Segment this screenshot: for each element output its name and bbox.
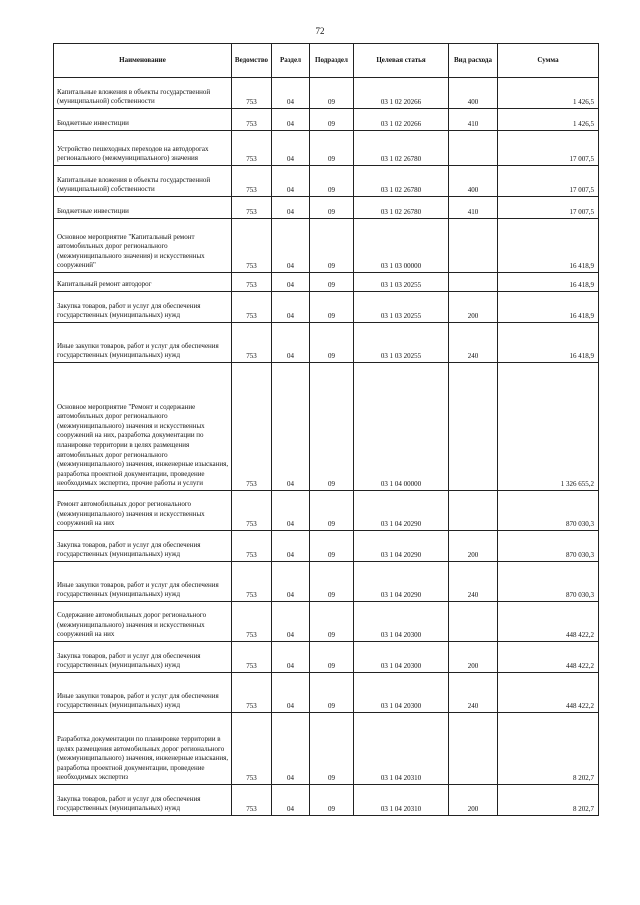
cell-cel: 03 1 04 20290: [354, 491, 449, 531]
cell-ved: 753: [232, 785, 272, 816]
table-row: [54, 292, 599, 323]
cell-name: Закупка товаров, работ и услуг для обеспечения государственных (муниципальных) нужд: [54, 531, 232, 562]
cell-cel: 03 1 03 20255: [354, 292, 449, 323]
cell-razdel: 04: [272, 109, 310, 131]
cell-name: Содержание автомобильных дорог регионального (межмуниципального) значения и искусственных сооружений на них: [54, 602, 232, 642]
cell-ved: 753: [232, 273, 272, 292]
cell-podrazdel: 09: [310, 363, 354, 491]
table-row: [54, 273, 599, 292]
cell-ved: 753: [232, 197, 272, 219]
cell-ved: 753: [232, 292, 272, 323]
cell-vid: 240: [449, 673, 498, 713]
cell-razdel: 04: [272, 562, 310, 602]
cell-summa: 870 030,3: [498, 491, 599, 531]
header-razdel: Раздел: [272, 44, 310, 78]
cell-vid: 200: [449, 642, 498, 673]
header-summa: Сумма: [498, 44, 599, 78]
cell-podrazdel: 09: [310, 78, 354, 109]
cell-podrazdel: 09: [310, 531, 354, 562]
cell-name: Иные закупки товаров, работ и услуг для обеспечения государственных (муниципальных) нужд: [54, 323, 232, 363]
cell-ved: 753: [232, 363, 272, 491]
cell-name: Иные закупки товаров, работ и услуг для обеспечения государственных (муниципальных) нужд: [54, 673, 232, 713]
cell-summa: 17 007,5: [498, 166, 599, 197]
cell-vid: [449, 219, 498, 273]
cell-razdel: 04: [272, 131, 310, 166]
header-cel: Целевая статья: [354, 44, 449, 78]
table-header: [54, 44, 599, 78]
cell-razdel: 04: [272, 197, 310, 219]
cell-ved: 753: [232, 562, 272, 602]
cell-vid: 400: [449, 78, 498, 109]
cell-summa: 870 030,3: [498, 562, 599, 602]
cell-podrazdel: 09: [310, 219, 354, 273]
cell-podrazdel: 09: [310, 491, 354, 531]
cell-name: Капитальные вложения в объекты государственной (муниципальной) собственности: [54, 78, 232, 109]
cell-name: Капитальные вложения в объекты государственной (муниципальной) собственности: [54, 166, 232, 197]
cell-ved: 753: [232, 219, 272, 273]
cell-razdel: 04: [272, 785, 310, 816]
table-row: [54, 673, 599, 713]
cell-podrazdel: 09: [310, 292, 354, 323]
cell-summa: 8 202,7: [498, 785, 599, 816]
cell-name: Закупка товаров, работ и услуг для обеспечения государственных (муниципальных) нужд: [54, 292, 232, 323]
cell-ved: 753: [232, 491, 272, 531]
cell-podrazdel: 09: [310, 109, 354, 131]
table-row: [54, 713, 599, 785]
cell-podrazdel: 09: [310, 602, 354, 642]
table-row: [54, 491, 599, 531]
cell-cel: 03 1 03 20255: [354, 323, 449, 363]
cell-podrazdel: 09: [310, 323, 354, 363]
cell-cel: 03 1 04 20290: [354, 562, 449, 602]
cell-summa: 16 418,9: [498, 323, 599, 363]
cell-cel: 03 1 03 20255: [354, 273, 449, 292]
table-row: [54, 602, 599, 642]
cell-summa: 448 422,2: [498, 602, 599, 642]
cell-vid: 410: [449, 197, 498, 219]
cell-razdel: 04: [272, 713, 310, 785]
cell-razdel: 04: [272, 642, 310, 673]
cell-summa: 16 418,9: [498, 219, 599, 273]
cell-cel: 03 1 03 00000: [354, 219, 449, 273]
cell-razdel: 04: [272, 602, 310, 642]
cell-cel: 03 1 02 20266: [354, 109, 449, 131]
cell-ved: 753: [232, 109, 272, 131]
cell-summa: 16 418,9: [498, 273, 599, 292]
cell-ved: 753: [232, 78, 272, 109]
cell-podrazdel: 09: [310, 197, 354, 219]
cell-cel: 03 1 02 20266: [354, 78, 449, 109]
cell-summa: 16 418,9: [498, 292, 599, 323]
cell-cel: 03 1 04 20290: [354, 531, 449, 562]
header-podrazdel: Подраздел: [310, 44, 354, 78]
cell-razdel: 04: [272, 531, 310, 562]
cell-name: Иные закупки товаров, работ и услуг для обеспечения государственных (муниципальных) нужд: [54, 562, 232, 602]
table-row: [54, 131, 599, 166]
cell-razdel: 04: [272, 323, 310, 363]
cell-name: Закупка товаров, работ и услуг для обеспечения государственных (муниципальных) нужд: [54, 785, 232, 816]
cell-podrazdel: 09: [310, 166, 354, 197]
cell-cel: 03 1 04 20300: [354, 642, 449, 673]
cell-cel: 03 1 02 26780: [354, 197, 449, 219]
cell-name: Разработка документации по планировке территории в целях размещения автомобильных дорог регионального (межмуниципального) значения, инженерные изыскания, разработка проектной документации, проведение необходимых экспертиз: [54, 713, 232, 785]
table-body: [54, 78, 599, 816]
cell-razdel: 04: [272, 166, 310, 197]
cell-razdel: 04: [272, 219, 310, 273]
cell-summa: 448 422,2: [498, 642, 599, 673]
table-row: [54, 323, 599, 363]
cell-razdel: 04: [272, 273, 310, 292]
cell-name: Бюджетные инвестиции: [54, 109, 232, 131]
cell-vid: 410: [449, 109, 498, 131]
cell-name: Устройство пешеходных переходов на автодорогах регионального (межмуниципального) значения: [54, 131, 232, 166]
cell-name: Основное мероприятие "Капитальный ремонт автомобильных дорог регионального (межмуниципального значения) и искусственных сооружений": [54, 219, 232, 273]
cell-ved: 753: [232, 531, 272, 562]
cell-podrazdel: 09: [310, 131, 354, 166]
cell-ved: 753: [232, 166, 272, 197]
cell-vid: 200: [449, 531, 498, 562]
table-row: [54, 197, 599, 219]
cell-summa: 8 202,7: [498, 713, 599, 785]
table-row: [54, 785, 599, 816]
table-row: [54, 531, 599, 562]
cell-vid: [449, 363, 498, 491]
cell-name: Капитальный ремонт автодорог: [54, 273, 232, 292]
budget-table: [53, 43, 599, 816]
table-row: [54, 642, 599, 673]
cell-vid: [449, 491, 498, 531]
cell-name: Ремонт автомобильных дорог регионального (межмуниципального) значения и искусственных сооружений на них: [54, 491, 232, 531]
header-ved: Ведомство: [232, 44, 272, 78]
cell-name: Основное мероприятие "Ремонт и содержание автомобильных дорог регионального (межмуниципального) значения и искусственных сооружений на них, разработка документации по планировке территории в целях размещения автомобильных дорог регионального (межмуниципального) значения, инженерные изыскания, разработка проектной документации, проведение необходимых экспертиз, прочие работы и услуги: [54, 363, 232, 491]
cell-summa: 1 426,5: [498, 78, 599, 109]
header-name: Наименование: [54, 44, 232, 78]
cell-podrazdel: 09: [310, 273, 354, 292]
table-row: [54, 78, 599, 109]
cell-ved: 753: [232, 131, 272, 166]
cell-podrazdel: 09: [310, 562, 354, 602]
cell-cel: 03 1 04 20300: [354, 673, 449, 713]
cell-vid: 240: [449, 323, 498, 363]
cell-vid: 200: [449, 785, 498, 816]
cell-razdel: 04: [272, 673, 310, 713]
cell-podrazdel: 09: [310, 785, 354, 816]
cell-summa: 1 326 655,2: [498, 363, 599, 491]
table-row: [54, 219, 599, 273]
cell-ved: 753: [232, 713, 272, 785]
cell-vid: 240: [449, 562, 498, 602]
cell-cel: 03 1 04 20310: [354, 785, 449, 816]
cell-vid: [449, 713, 498, 785]
table-row: [54, 562, 599, 602]
cell-ved: 753: [232, 323, 272, 363]
cell-summa: 17 007,5: [498, 197, 599, 219]
cell-vid: [449, 273, 498, 292]
cell-ved: 753: [232, 642, 272, 673]
cell-ved: 753: [232, 602, 272, 642]
cell-summa: 870 030,3: [498, 531, 599, 562]
cell-podrazdel: 09: [310, 713, 354, 785]
cell-cel: 03 1 02 26780: [354, 166, 449, 197]
cell-summa: 448 422,2: [498, 673, 599, 713]
table-row: [54, 363, 599, 491]
cell-razdel: 04: [272, 78, 310, 109]
cell-vid: 200: [449, 292, 498, 323]
cell-vid: [449, 602, 498, 642]
header-vid: Вид расхода: [449, 44, 498, 78]
cell-cel: 03 1 02 26780: [354, 131, 449, 166]
cell-podrazdel: 09: [310, 642, 354, 673]
cell-cel: 03 1 04 20310: [354, 713, 449, 785]
table-row: [54, 166, 599, 197]
cell-name: Закупка товаров, работ и услуг для обеспечения государственных (муниципальных) нужд: [54, 642, 232, 673]
cell-vid: [449, 131, 498, 166]
cell-ved: 753: [232, 673, 272, 713]
cell-vid: 400: [449, 166, 498, 197]
cell-summa: 1 426,5: [498, 109, 599, 131]
page-number: 72: [315, 26, 325, 36]
cell-cel: 03 1 04 20300: [354, 602, 449, 642]
cell-podrazdel: 09: [310, 673, 354, 713]
cell-name: Бюджетные инвестиции: [54, 197, 232, 219]
cell-razdel: 04: [272, 363, 310, 491]
cell-razdel: 04: [272, 491, 310, 531]
cell-cel: 03 1 04 00000: [354, 363, 449, 491]
cell-summa: 17 007,5: [498, 131, 599, 166]
table-row: [54, 109, 599, 131]
cell-razdel: 04: [272, 292, 310, 323]
